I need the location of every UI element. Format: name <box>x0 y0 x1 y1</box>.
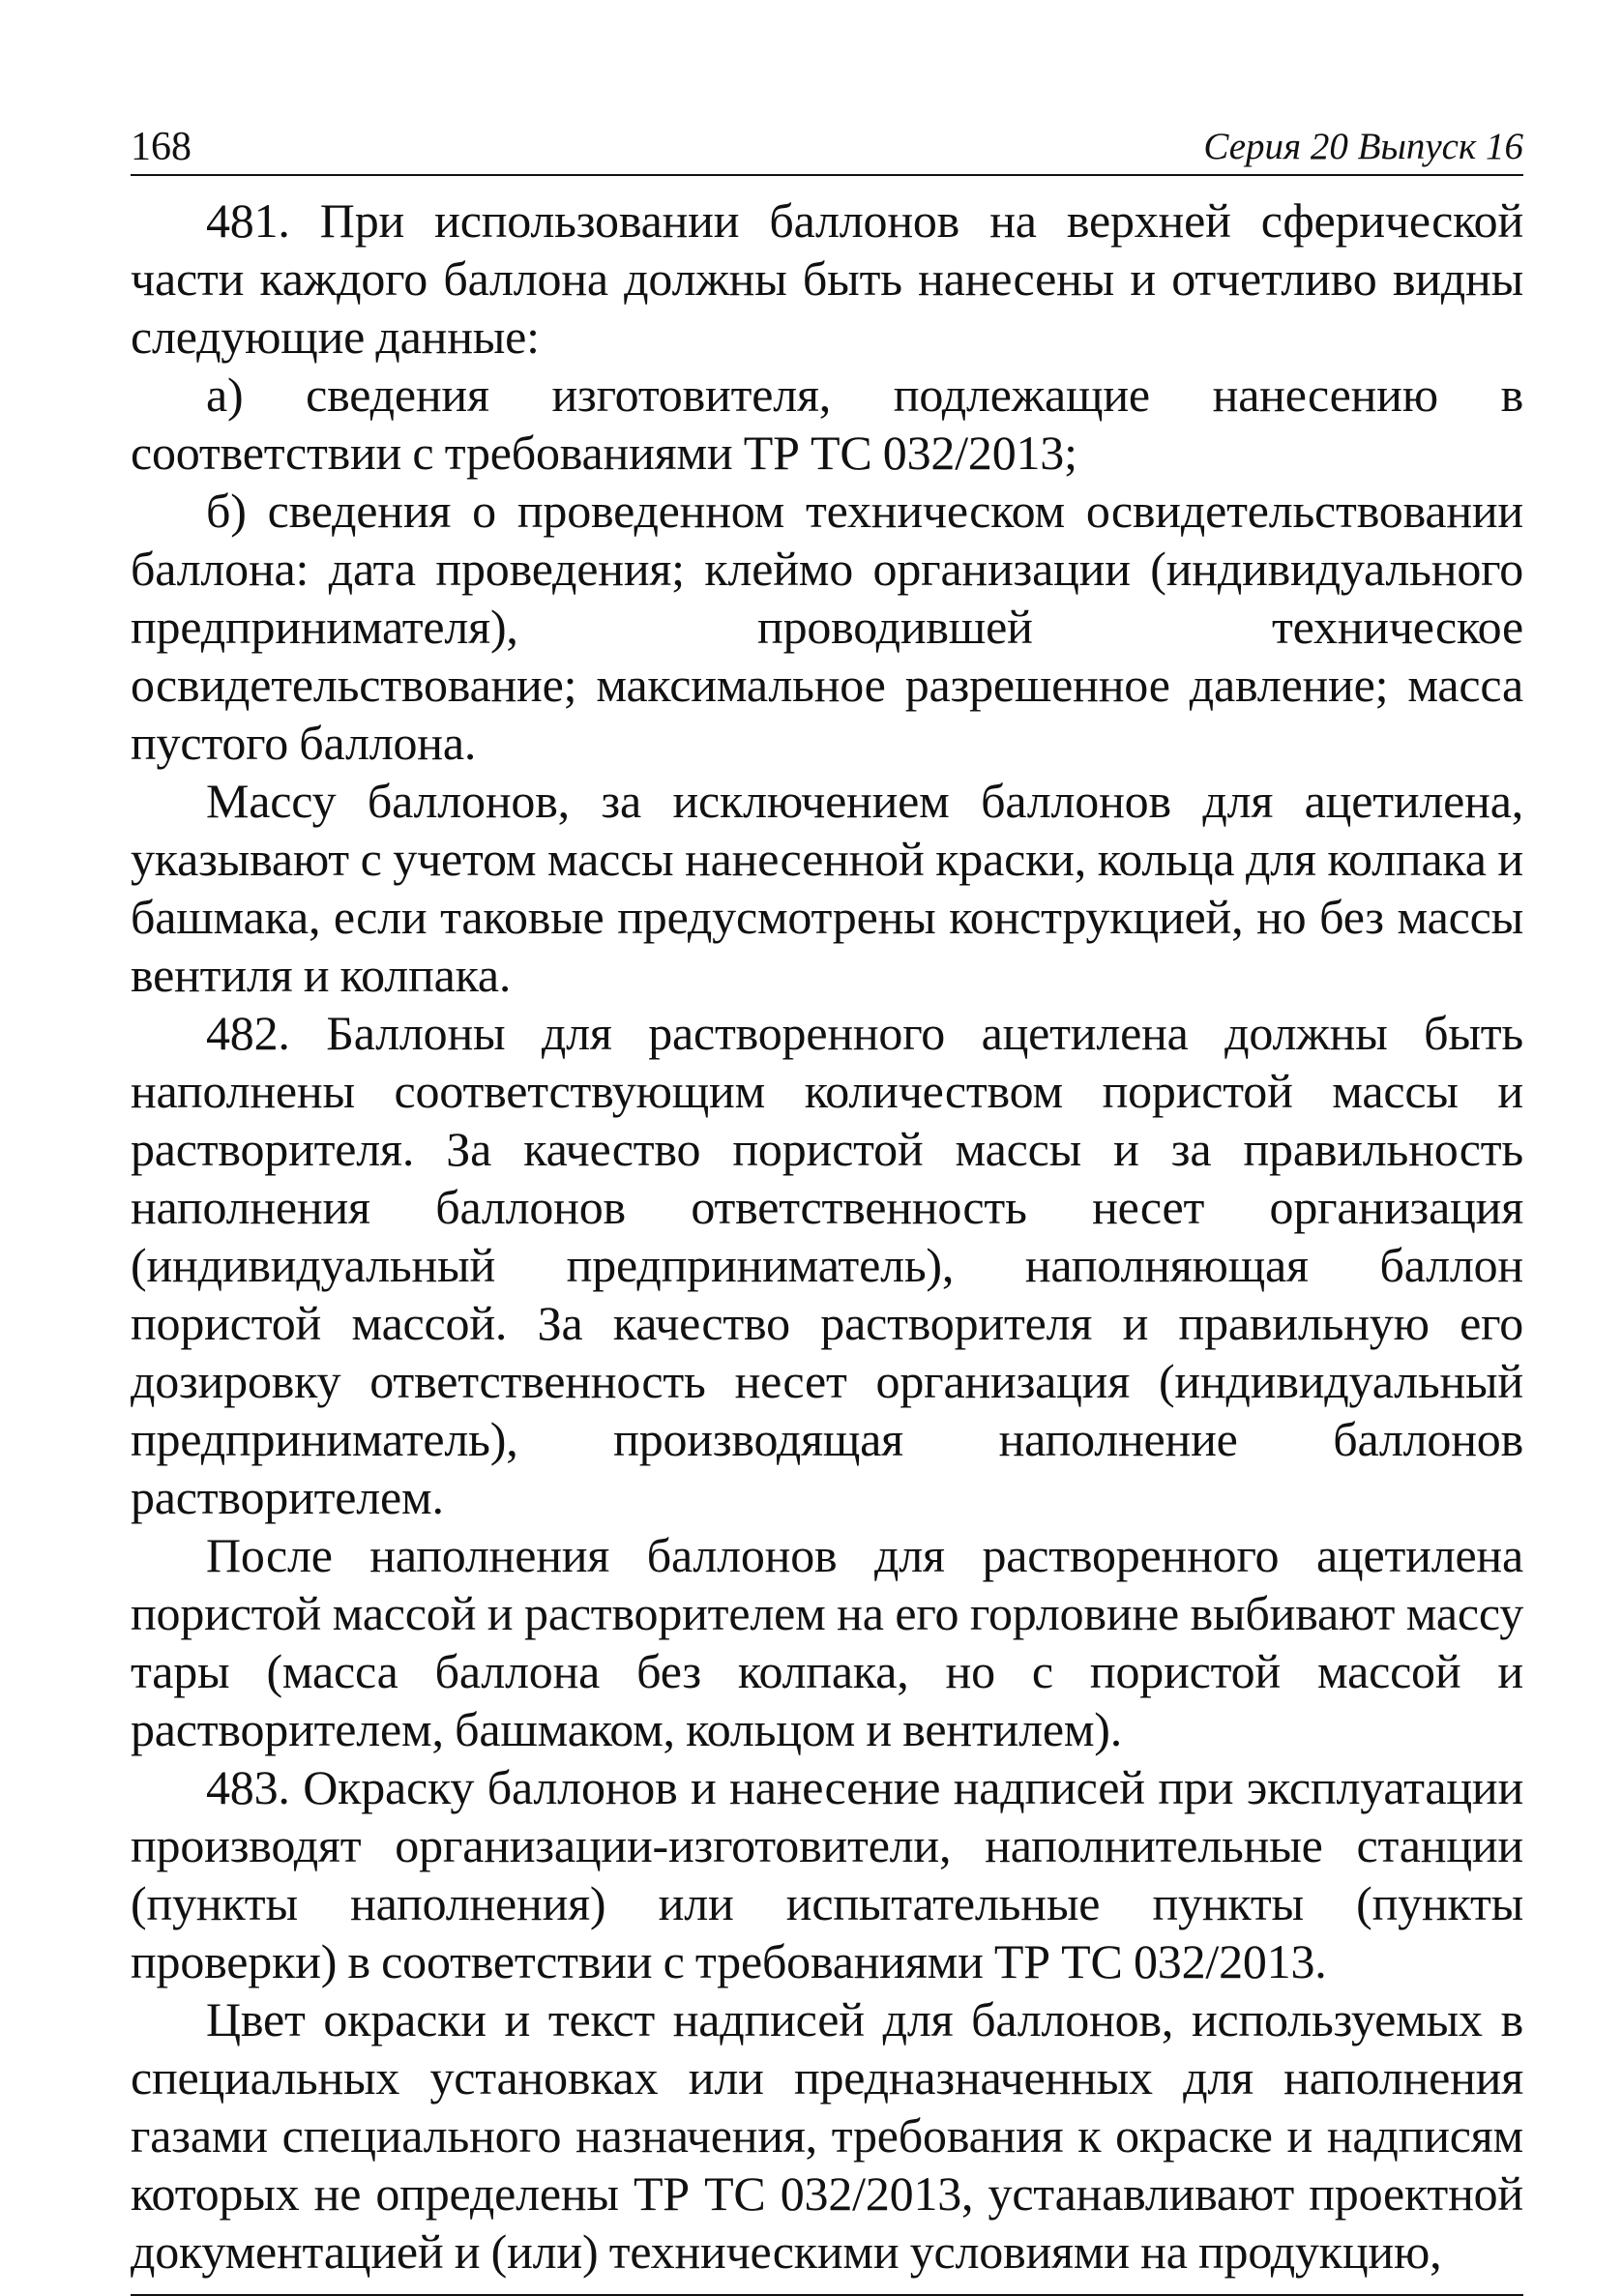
paragraph-482: 482. Баллоны для растворенного ацетилена должны быть наполнены соответствующим количеством пористой массы и растворителя. За качество пористой массы и за правильность наполнения баллонов ответственность несет организация (индивидуальный предприниматель), наполняющая баллон пористой массой. За качество растворителя и правильную его дозировку ответственность несет организация (индивидуальный предприниматель), производящая наполнение баллонов растворителем. <box>131 1006 1523 1524</box>
page-number: 168 <box>131 125 192 169</box>
paragraph-481: 481. При использовании баллонов на верхней сферической части каждого баллона должны быть нанесены и отчетливо видны следующие данные: <box>131 193 1523 364</box>
paragraph-mass: Массу баллонов, за исключением баллонов для ацетилена, указывают с учетом массы нанесенной краски, кольца для колпака и башмака, если таковые предусмотрены конструкцией, но без массы вентиля и колпака. <box>131 774 1523 1002</box>
document-page <box>131 126 1523 2296</box>
paragraph-color: Цвет окраски и текст надписей для баллонов, используемых в специальных установках или предназначенных для наполнения газами специального назначения, требования к окраске и надписям которых не определены ТР ТС 032/2013, устанавливают проектной документацией и (или) техническими условиями на продукцию, <box>131 1992 1523 2279</box>
running-header <box>131 126 1523 176</box>
paragraph-after-filling: После наполнения баллонов для растворенного ацетилена пористой массой и растворителем на его горловине выбивают массу тары (масса баллона без колпака, но с пористой массой и растворителем, башмаком, кольцом и вентилем). <box>131 1528 1523 1756</box>
series-title: Серия 20 Выпуск 16 <box>1203 126 1523 167</box>
list-item-b: б) сведения о проведенном техническом освидетельствовании баллона: дата проведения; клеймо организации (индивидуального предпринимателя), проводившей техническое освидетельствование; максимальное разрешенное давление; масса пустого баллона. <box>131 484 1523 770</box>
paragraph-483: 483. Окраску баллонов и нанесение надписей при эксплуатации производят организации-изготовители, наполнительные станции (пункты наполнения) или испытательные пункты (пункты проверки) в соответствии с требованиями ТР ТС 032/2013. <box>131 1760 1523 1988</box>
list-item-a: а) сведения изготовителя, подлежащие нанесению в соответствии с требованиями ТР ТС 032/2013; <box>131 368 1523 480</box>
body-text <box>131 191 1523 2281</box>
